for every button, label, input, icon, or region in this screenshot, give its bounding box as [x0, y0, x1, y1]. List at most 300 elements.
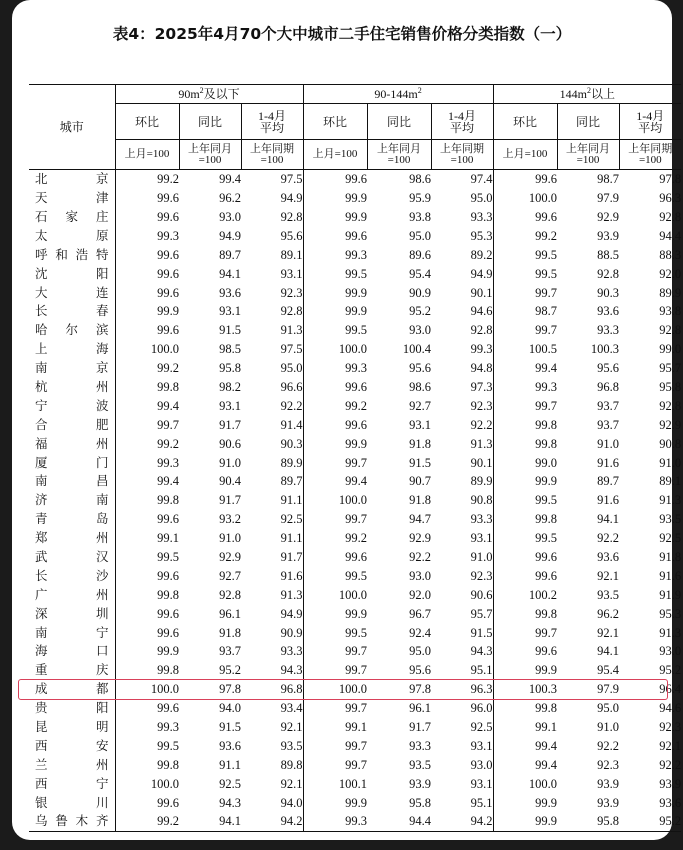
table-row: [29, 359, 681, 378]
index-value: 92.0: [409, 587, 432, 602]
index-value: 91.7: [219, 493, 241, 508]
index-value: 99.7: [303, 699, 367, 718]
column-label: 同比: [179, 104, 241, 140]
index-value: 90.9: [280, 625, 303, 640]
column-base: [241, 140, 303, 170]
index-value: 99.0: [493, 453, 557, 472]
column-base: [557, 140, 619, 170]
index-value: 93.3: [409, 738, 432, 753]
index-value: 96.2: [597, 606, 620, 621]
city-name: 西安: [35, 738, 109, 753]
city-name: 沈阳: [35, 266, 109, 281]
label-line: 平均: [450, 120, 475, 135]
index-value: 99.3: [303, 812, 367, 831]
city-header: 城市: [29, 85, 115, 170]
index-value: 99.6: [115, 510, 179, 529]
index-value: 99.7: [303, 510, 367, 529]
index-value: 97.8: [659, 172, 682, 187]
index-value: 93.6: [597, 550, 620, 564]
index-value: 95.2: [409, 304, 432, 319]
index-value: 93.3: [280, 644, 303, 659]
index-value: 99.3: [115, 718, 179, 737]
index-value: 99.6: [115, 321, 179, 340]
index-value: 95.7: [470, 606, 493, 621]
index-value: 93.6: [219, 285, 241, 300]
index-value: 95.6: [597, 361, 620, 376]
label-line: 1-4月: [448, 108, 477, 123]
index-value: 99.9: [303, 302, 367, 321]
index-value: 92.1: [280, 720, 303, 735]
city-name: 乌鲁木齐: [35, 814, 109, 829]
index-value: 89.7: [280, 474, 303, 489]
city-name: 厦门: [35, 455, 109, 470]
table-row: [29, 378, 681, 397]
index-value: 94.9: [280, 191, 303, 206]
index-value: 91.8: [409, 493, 432, 508]
index-value: 93.1: [470, 531, 493, 546]
index-value: 94.3: [219, 795, 241, 810]
base-line: =100: [198, 153, 222, 166]
table-row: [29, 623, 681, 642]
table-row: [29, 699, 681, 718]
index-value: 95.1: [470, 663, 493, 678]
index-value: 99.8: [115, 491, 179, 510]
index-value: 100.0: [303, 491, 367, 510]
index-value: 93.0: [470, 757, 493, 772]
index-value: 97.5: [280, 172, 303, 187]
column-label: [241, 104, 303, 140]
index-value: 97.9: [597, 191, 620, 206]
city-name: 成都: [35, 682, 109, 697]
index-value: 100.3: [493, 680, 557, 699]
index-value: 92.8: [597, 266, 620, 281]
index-value: 90.4: [219, 474, 241, 489]
index-value: 91.7: [280, 550, 303, 564]
index-value: 91.1: [280, 531, 303, 546]
index-value: 99.7: [303, 642, 367, 661]
index-value: 96.8: [280, 682, 303, 697]
table-row: [29, 434, 681, 453]
index-value: 90.8: [659, 436, 682, 451]
index-value: 99.6: [493, 208, 557, 227]
index-value: 98.7: [597, 172, 620, 187]
index-value: 100.0: [115, 680, 179, 699]
index-value: 94.1: [219, 814, 241, 829]
city-name: 北京: [35, 172, 109, 187]
city-name: 贵阳: [35, 701, 109, 716]
index-value: 94.1: [219, 266, 241, 281]
index-value: 91.6: [280, 568, 303, 583]
index-value: 92.3: [470, 398, 493, 413]
city-name: 长沙: [35, 568, 109, 583]
label-line: 1-4月: [636, 108, 665, 123]
index-value: 99.1: [115, 529, 179, 548]
column-label: 同比: [367, 104, 431, 140]
group-header-1: $90-144m^2$: [303, 85, 493, 104]
index-value: 93.2: [219, 512, 241, 527]
index-value: 96.6: [280, 379, 303, 394]
index-value: 99.6: [303, 227, 367, 246]
table-row: [29, 529, 681, 548]
index-value: 92.1: [597, 568, 620, 583]
index-value: 93.7: [597, 398, 620, 413]
index-value: 95.0: [280, 361, 303, 376]
table-row: [29, 227, 681, 246]
index-value: 92.1: [597, 625, 620, 640]
index-value: 89.6: [409, 247, 432, 262]
table-row: [29, 586, 681, 605]
index-value: 99.4: [493, 737, 557, 756]
index-value: 89.7: [219, 247, 241, 262]
column-label: 环比: [493, 104, 557, 140]
index-value: 95.4: [597, 663, 620, 678]
index-value: 99.3: [303, 246, 367, 265]
city-name: 哈尔滨: [35, 323, 109, 338]
index-value: 90.6: [219, 436, 241, 451]
index-value: 99.9: [493, 661, 557, 680]
index-value: 100.0: [303, 680, 367, 699]
index-value: 99.1: [303, 718, 367, 737]
index-value: 89.9: [470, 474, 493, 489]
index-value: 92.8: [219, 587, 241, 602]
index-value: 90.6: [470, 587, 493, 602]
table-row: [29, 661, 681, 680]
index-value: 99.8: [115, 661, 179, 680]
index-value: 93.1: [219, 398, 241, 413]
index-value: 94.1: [597, 644, 620, 659]
index-value: 99.6: [493, 567, 557, 586]
index-value: 99.5: [303, 264, 367, 283]
index-value: 91.3: [659, 493, 682, 508]
index-value: 90.1: [470, 285, 493, 300]
table-row: [29, 567, 681, 586]
index-value: 91.5: [409, 455, 432, 470]
index-value: 95.1: [470, 795, 493, 810]
column-label: 环比: [115, 104, 179, 140]
table-row: [29, 718, 681, 737]
index-value: 95.0: [409, 228, 432, 243]
index-value: 92.8: [470, 323, 493, 338]
index-value: 94.0: [280, 795, 303, 810]
index-value: 99.2: [115, 359, 179, 378]
index-value: 95.0: [597, 701, 620, 716]
index-value: 93.9: [597, 795, 620, 810]
index-value: 93.1: [470, 776, 493, 791]
index-value: 99.9: [303, 793, 367, 812]
index-value: 99.6: [303, 378, 367, 397]
label-line: 1-4月: [258, 108, 286, 123]
index-value: 92.5: [659, 531, 682, 546]
index-value: 93.4: [280, 701, 303, 716]
index-value: 99.9: [493, 472, 557, 491]
index-value: 94.4: [409, 814, 432, 829]
index-value: 98.2: [219, 379, 241, 394]
index-value: 98.6: [409, 379, 432, 394]
index-value: 91.5: [219, 323, 241, 338]
index-value: 96.3: [659, 191, 682, 206]
index-value: 91.7: [219, 417, 241, 432]
index-value: 99.6: [493, 642, 557, 661]
city-name: 兰州: [35, 757, 109, 772]
column-base: [619, 140, 681, 170]
index-value: 99.6: [115, 793, 179, 812]
index-value: 93.3: [470, 209, 493, 224]
index-value: 98.5: [219, 342, 241, 357]
index-value: 94.3: [280, 663, 303, 678]
index-value: 99.5: [493, 529, 557, 548]
base-line: =100: [450, 153, 474, 166]
column-base: [431, 140, 493, 170]
index-value: 99.2: [115, 434, 179, 453]
city-name: 昆明: [35, 720, 109, 735]
index-value: 93.7: [597, 417, 620, 432]
index-value: 99.2: [303, 397, 367, 416]
index-value: 89.2: [470, 247, 493, 262]
index-value: 92.5: [470, 720, 493, 735]
city-name: 合肥: [35, 417, 109, 432]
index-value: 99.6: [303, 548, 367, 567]
index-value: 95.0: [470, 191, 493, 206]
index-value: 93.3: [597, 323, 620, 338]
index-value: 99.6: [493, 548, 557, 567]
index-value: 91.3: [659, 625, 682, 640]
city-name: 郑州: [35, 531, 109, 546]
city-name: 南宁: [35, 625, 109, 640]
index-value: 95.7: [659, 361, 682, 376]
index-value: 95.3: [659, 606, 682, 621]
index-value: 94.3: [470, 644, 493, 659]
index-value: 100.0: [493, 189, 557, 208]
index-value: 92.9: [597, 209, 620, 224]
base-line: =100: [387, 153, 411, 166]
index-value: 99.7: [303, 661, 367, 680]
index-value: 91.5: [470, 625, 493, 640]
index-value: 95.3: [470, 228, 493, 243]
index-value: 97.5: [280, 342, 303, 357]
table-row: [29, 642, 681, 661]
index-value: 91.3: [280, 323, 303, 338]
index-value: 93.0: [409, 568, 432, 583]
index-value: 91.9: [659, 587, 682, 602]
index-value: 91.7: [409, 720, 432, 735]
index-value: 94.6: [659, 701, 682, 716]
index-value: 99.5: [493, 264, 557, 283]
city-name: 大连: [35, 285, 109, 300]
index-value: 89.9: [659, 285, 682, 300]
index-value: 93.8: [409, 209, 432, 224]
index-value: 96.0: [470, 701, 493, 716]
city-name: 天津: [35, 191, 109, 206]
table-row: [29, 756, 681, 775]
city-name: 深圳: [35, 606, 109, 621]
index-value: 96.4: [659, 682, 682, 697]
index-value: 92.8: [659, 398, 682, 413]
index-value: 95.2: [659, 663, 682, 678]
index-value: 92.9: [659, 417, 682, 432]
city-name: 石家庄: [35, 209, 109, 224]
city-name: 太原: [35, 228, 109, 243]
table-row: [29, 283, 681, 302]
index-value: 95.9: [409, 191, 432, 206]
index-value: 92.1: [659, 738, 682, 753]
index-value: 99.8: [493, 510, 557, 529]
index-value: 99.0: [659, 342, 682, 357]
index-value: 88.5: [597, 247, 620, 262]
index-value: 99.7: [493, 321, 557, 340]
city-name: 南昌: [35, 474, 109, 489]
table-row: [29, 793, 681, 812]
table-row: [29, 737, 681, 756]
index-value: 92.3: [470, 568, 493, 583]
city-name: 海口: [35, 644, 109, 659]
index-value: 92.9: [409, 531, 432, 546]
index-value: 99.7: [303, 737, 367, 756]
table-row: [29, 680, 681, 699]
index-value: 90.3: [280, 436, 303, 451]
index-value: 92.0: [659, 266, 682, 281]
table-row: [29, 604, 681, 623]
index-value: 92.2: [280, 398, 303, 413]
city-name: 福州: [35, 436, 109, 451]
index-value: 93.7: [219, 644, 241, 659]
index-value: 94.2: [470, 814, 493, 829]
index-value: 94.7: [409, 512, 432, 527]
table-row: [29, 246, 681, 265]
index-value: 91.8: [219, 625, 241, 640]
index-value: 97.8: [219, 682, 241, 697]
index-value: 93.3: [470, 512, 493, 527]
index-value: 95.4: [409, 266, 432, 281]
base-line: 上年同月: [377, 142, 422, 155]
index-value: 94.9: [470, 266, 493, 281]
index-value: 94.1: [597, 512, 620, 527]
index-value: 92.1: [280, 776, 303, 791]
index-value: 99.6: [115, 567, 179, 586]
index-value: 94.9: [280, 606, 303, 621]
city-name: 重庆: [35, 663, 109, 678]
table-row: [29, 170, 681, 189]
index-value: 89.1: [280, 247, 303, 262]
index-value: 92.2: [659, 757, 682, 772]
index-value: 97.8: [409, 682, 432, 697]
index-value: 99.9: [303, 208, 367, 227]
index-value: 93.0: [659, 644, 682, 659]
index-value: 94.2: [280, 814, 303, 829]
index-value: 92.2: [597, 738, 620, 753]
column-base: [367, 140, 431, 170]
index-value: 95.8: [409, 795, 432, 810]
index-value: 91.4: [280, 417, 303, 432]
base-line: 上年同期: [250, 142, 294, 155]
index-value: 99.8: [115, 756, 179, 775]
index-value: 92.3: [659, 720, 682, 735]
index-value: 88.3: [659, 247, 682, 262]
index-value: 94.8: [470, 361, 493, 376]
group-header-2: $144m^2$以上: [493, 85, 681, 104]
table-row: [29, 453, 681, 472]
index-value: 99.6: [115, 208, 179, 227]
city-name: 呼和浩特: [35, 247, 109, 262]
table-row: [29, 302, 681, 321]
index-value: 99.3: [470, 342, 493, 357]
index-value: 93.9: [597, 776, 620, 791]
index-value: 97.4: [470, 172, 493, 187]
index-value: 99.7: [303, 453, 367, 472]
table-row: [29, 491, 681, 510]
index-value: 91.1: [219, 757, 241, 772]
table-row: [29, 321, 681, 340]
index-value: 96.1: [409, 701, 432, 716]
index-value: 99.6: [303, 170, 367, 189]
index-value: 99.8: [493, 434, 557, 453]
index-value: 93.9: [659, 776, 682, 791]
table-row: [29, 397, 681, 416]
city-name: 杭州: [35, 379, 109, 394]
index-value: 94.0: [219, 701, 241, 716]
document-page: [12, 0, 682, 840]
index-value: 94.9: [219, 228, 241, 243]
index-value: 93.5: [280, 738, 303, 753]
index-value: 98.7: [493, 302, 557, 321]
index-value: 95.6: [409, 663, 432, 678]
index-value: 99.4: [303, 472, 367, 491]
base-line: =100: [576, 153, 600, 166]
table-row: [29, 472, 681, 491]
index-value: 99.4: [115, 472, 179, 491]
city-name: 上海: [35, 342, 109, 357]
index-value: 99.9: [303, 189, 367, 208]
index-value: 99.6: [115, 246, 179, 265]
index-value: 99.4: [115, 397, 179, 416]
index-value: 99.7: [115, 416, 179, 435]
city-name: 济南: [35, 493, 109, 508]
index-value: 99.6: [115, 264, 179, 283]
city-name: 青岛: [35, 512, 109, 527]
index-value: 99.5: [303, 567, 367, 586]
index-value: 94.4: [659, 228, 682, 243]
index-value: 99.7: [493, 623, 557, 642]
column-base: 上月=100: [303, 140, 367, 170]
index-value: 91.0: [219, 531, 241, 546]
index-value: 93.6: [597, 304, 620, 319]
index-value: 90.3: [597, 285, 620, 300]
table-row: [29, 510, 681, 529]
index-value: 93.9: [597, 228, 620, 243]
index-value: 99.6: [115, 604, 179, 623]
index-value: 89.9: [280, 455, 303, 470]
column-base: 上月=100: [115, 140, 179, 170]
index-value: 96.1: [219, 606, 241, 621]
index-value: 99.5: [493, 491, 557, 510]
index-value: 98.6: [409, 172, 432, 187]
index-value: 99.9: [303, 283, 367, 302]
index-value: 99.2: [115, 812, 179, 831]
index-value: 91.8: [409, 436, 432, 451]
index-value: 93.1: [280, 266, 303, 281]
index-value: 96.8: [597, 379, 620, 394]
label-line: 平均: [260, 120, 285, 135]
index-value: 91.0: [597, 436, 620, 451]
index-value: 95.6: [280, 228, 303, 243]
index-value: 100.0: [115, 340, 179, 359]
table-title: 表4：2025年4月70个大中城市二手住宅销售价格分类指数（一）: [112, 25, 572, 43]
index-value: 99.8: [493, 416, 557, 435]
city-name: 宁波: [35, 398, 109, 413]
index-value: 93.8: [659, 304, 682, 319]
index-value: 92.4: [409, 625, 432, 640]
index-value: 92.3: [597, 757, 620, 772]
price-index-table: [29, 84, 681, 832]
